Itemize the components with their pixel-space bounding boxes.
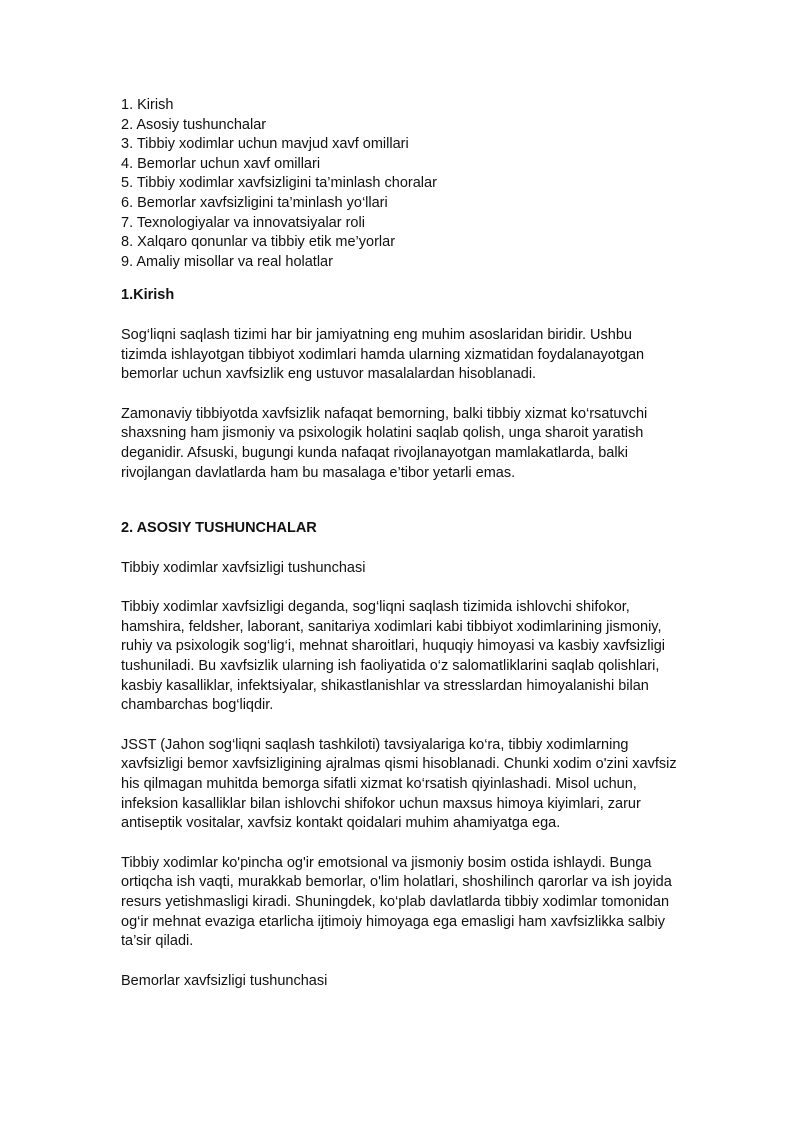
subheading: Tibbiy xodimlar xavfsizligi tushunchasi [121, 559, 366, 576]
toc-item: 9. Amaliy misollar va real holatlar [121, 253, 333, 270]
toc-item: 3. Tibbiy xodimlar uchun mavjud xavf omillari [121, 136, 409, 153]
toc-item: 1. Kirish [121, 97, 174, 113]
document-page [121, 96, 681, 991]
paragraph: Tibbiy xodimlar xavfsizligi deganda, sog‘liqni saqlash tizimida ishlovchi shifokor, hamshira, feldsher, laborant, sanitariya xodimlari kabi tibbiyot xodimlarining jismoniy, ruhiy va psixologik sog‘lig‘i, mehnat sharoitlari, huquqiy himoyasi va kasbiy xavfsizligi tushuniladi. Bu xavfsizlik ularning ish faoliyatida o‘z salomatliklarini saqlab qolishlari, kasbiy kasalliklar, infektsiyalar, shikastlanishlar va stresslardan himoyalanishi bilan chambarchas bog‘liqdir. [121, 599, 665, 714]
paragraph: Zamonaviy tibbiyotda xavfsizlik nafaqat bemorning, balki tibbiy xizmat ko‘rsatuvchi shaxsning ham jismoniy va psixologik holatini saqlab qolish, unga sharoit yaratish deganidir. Afsuski, bugungi kunda nafaqat rivojlanayotgan mamlakatlarda, balki rivojlangan davlatlarda ham bu masalaga e’tibor yetarli emas. [121, 405, 648, 481]
toc-item: 5. Tibbiy xodimlar xavfsizligini ta’minlash choralar [121, 175, 437, 192]
section-heading-introduction: 1.Kirish [121, 287, 175, 304]
toc-item: 2. Asosiy tushunchalar [121, 116, 267, 133]
paragraph: Tibbiy xodimlar ko'pincha og'ir emotsional va jismoniy bosim ostida ishlaydi. Bunga ortiqcha ish vaqti, murakkab bemorlar, o'lim holatlari, shoshilinch qarorlar va ish joyida resurs yetishmasligi kiradi. Shuningdek, ko‘plab davlatlarda tibbiy xodimlar tomonidan og‘ir mehnat evaziga etarlicha ijtimoiy himoyaga ega emasligi ham xavfsizlikka salbiy ta’sir qiladi. [121, 854, 672, 950]
paragraph: Sog‘liqni saqlash tizimi har bir jamiyatning eng muhim asoslaridan biridir. Ushbu tizimda ishlayotgan tibbiyot xodimlari hamda ularning xizmatidan foydalanayotgan bemorlar uchun xavfsizlik eng ustuvor masalalardan hisoblanadi. [121, 326, 645, 383]
toc-item: 8. Xalqaro qonunlar va tibbiy etik me’yorlar [121, 234, 396, 251]
toc-item: 6. Bemorlar xavfsizligini ta’minlash yo‘llari [121, 194, 388, 211]
subheading: Bemorlar xavfsizligi tushunchasi [121, 972, 328, 989]
section-heading-basic-concepts: 2. ASOSIY TUSHUNCHALAR [121, 520, 317, 537]
toc-item: 7. Texnologiyalar va innovatsiyalar roli [121, 214, 365, 231]
table-of-contents [121, 96, 681, 272]
paragraph: JSST (Jahon sog‘liqni saqlash tashkiloti) tavsiyalariga ko‘ra, tibbiy xodimlarning xavfsizligi bemor xavfsizligining ajralmas qismi hisoblanadi. Chunki xodim o'zini xavfsiz his qilmagan muhitda bemorga sifatli xizmat ko‘rsatish qiyinlashadi. Misol uchun, infeksion kasalliklar bilan ishlovchi shifokor uchun maxsus himoya kiyimlari, zarur antiseptik vositalar, xavfsiz kontakt qoidalari muhim ahamiyatga ega. [121, 736, 677, 832]
toc-item: 4. Bemorlar uchun xavf omillari [121, 155, 321, 172]
